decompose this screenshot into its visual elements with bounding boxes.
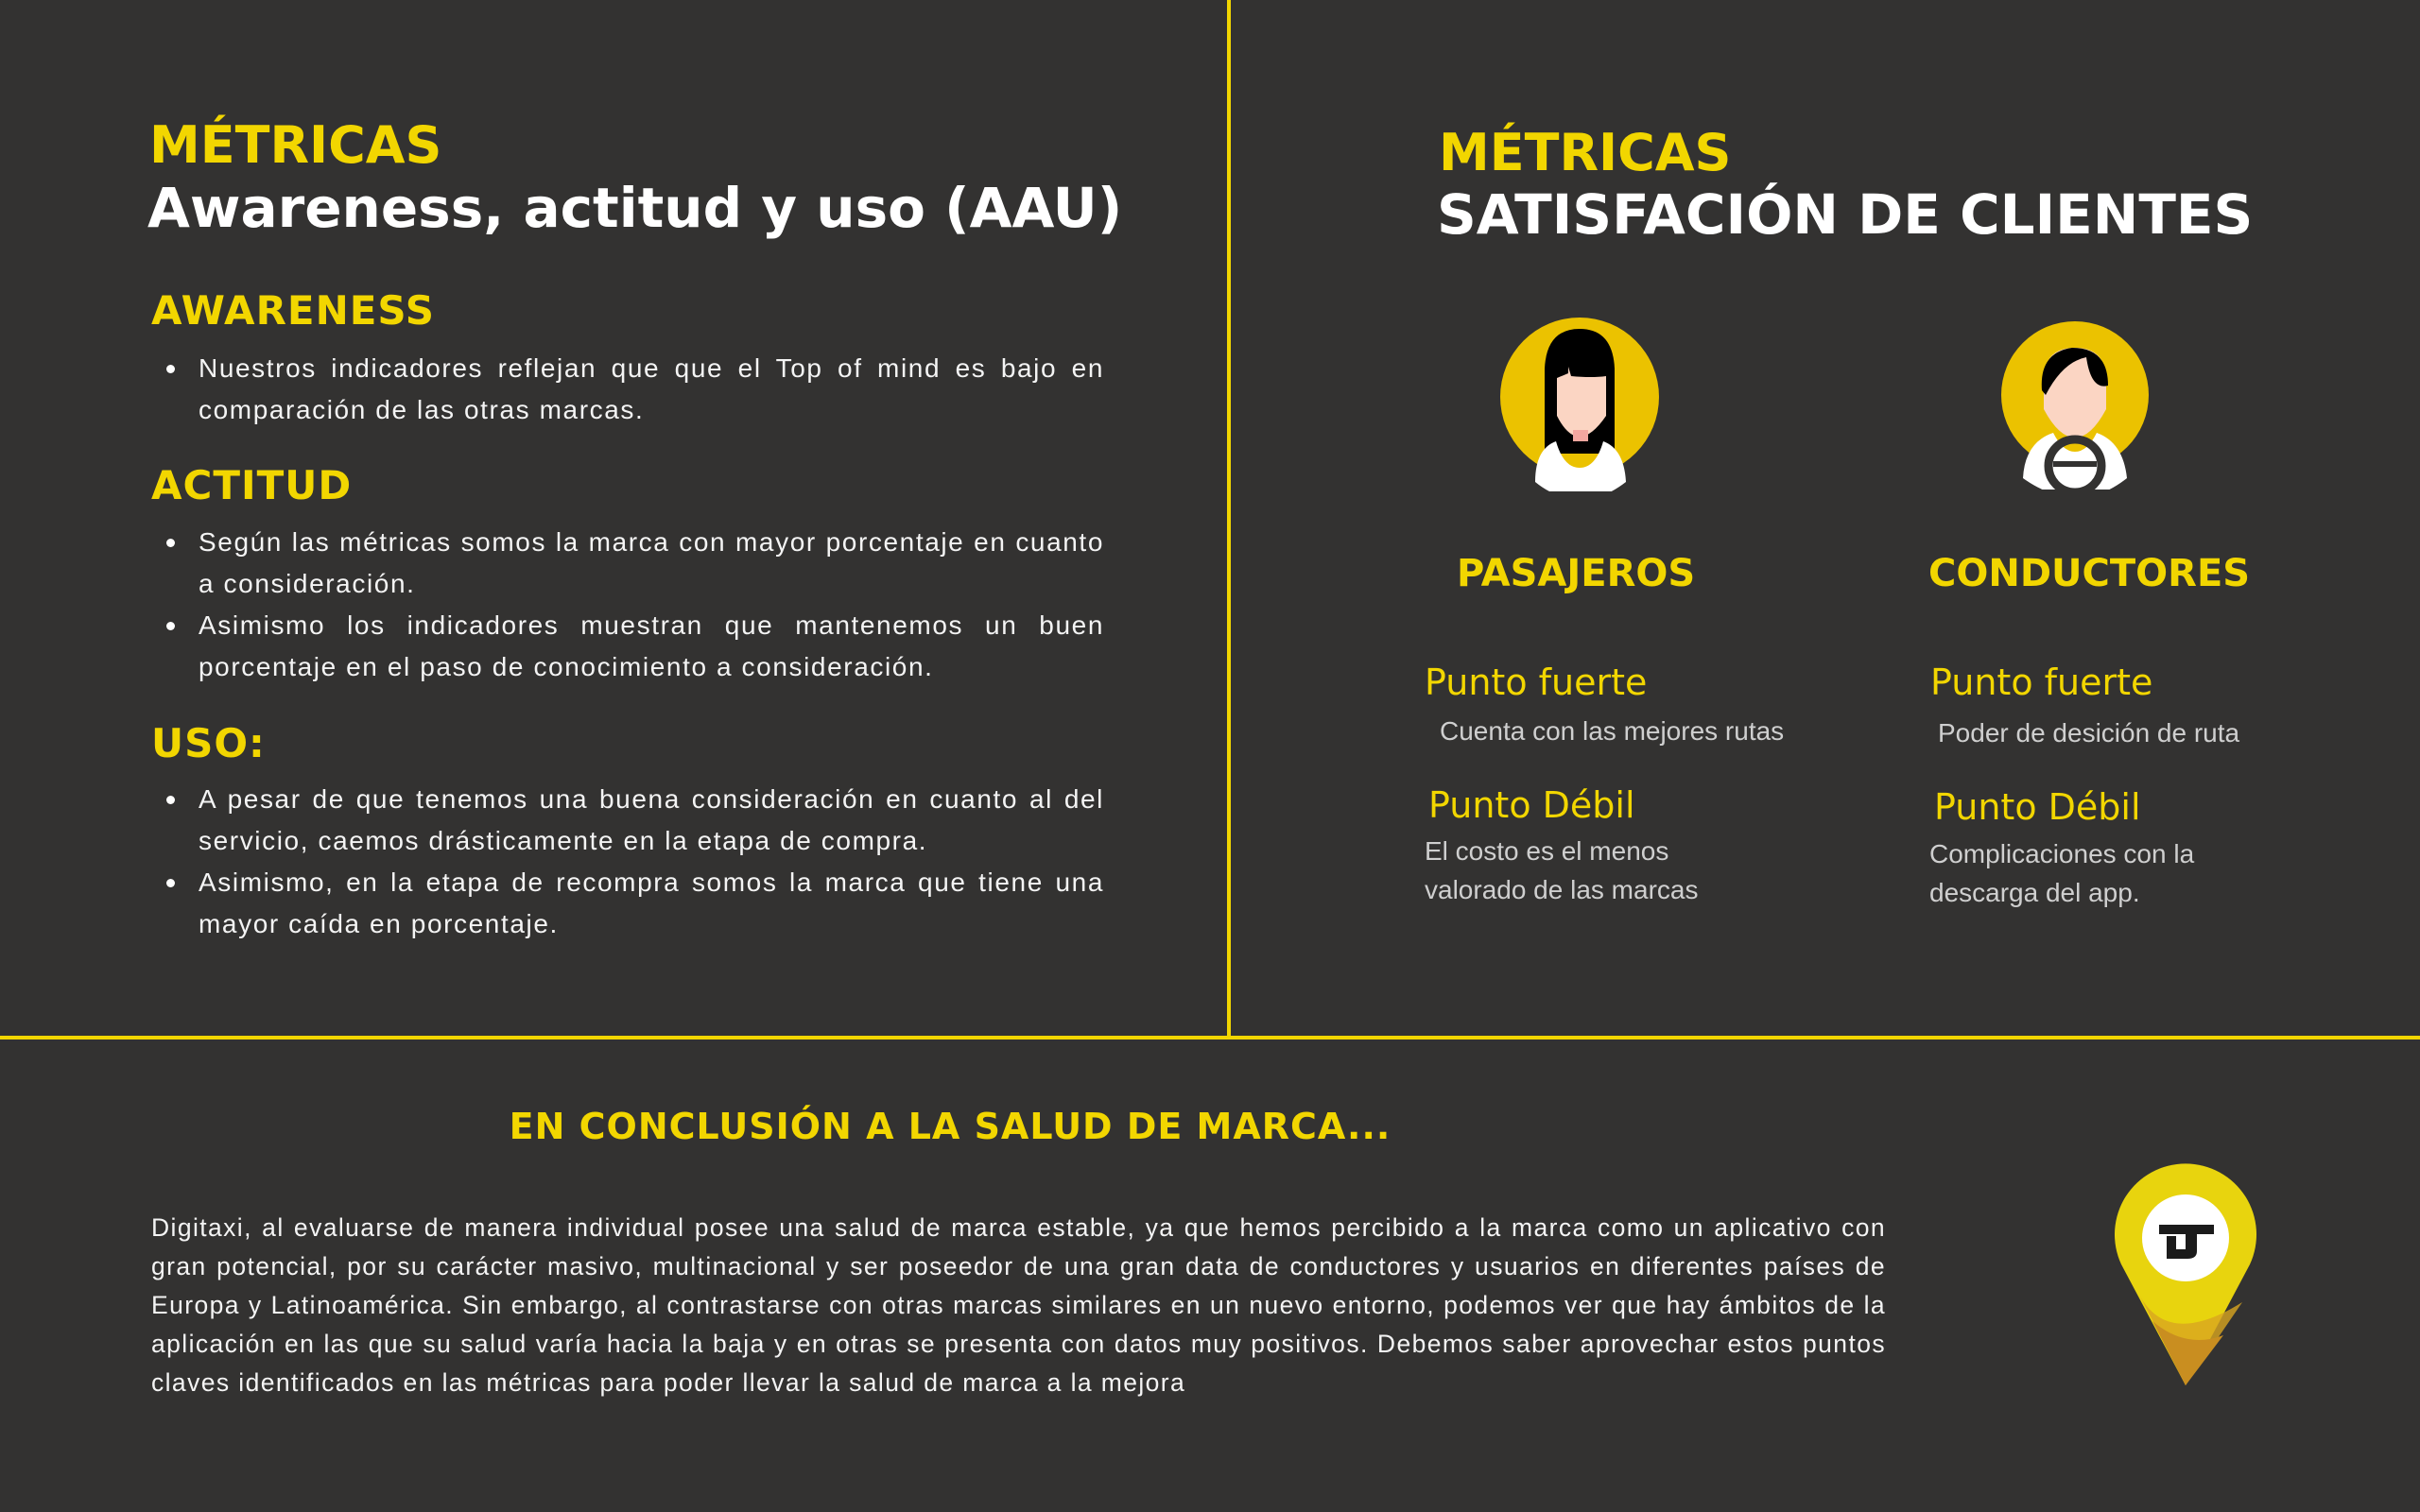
- passengers-weak-label: Punto Débil: [1428, 784, 1635, 826]
- awareness-heading: AWARENESS: [151, 287, 436, 334]
- digitaxi-logo-pin-icon: [2110, 1160, 2261, 1389]
- actitud-list: [151, 522, 1104, 688]
- list-item: Según las métricas somos la marca con mayor porcentaje en cuanto a consideración.: [151, 522, 1104, 605]
- uso-list: [151, 779, 1104, 945]
- list-item: Asimismo los indicadores muestran que mantenemos un buen porcentaje en el paso de conocimiento a consideración.: [151, 605, 1104, 688]
- horizontal-divider: [0, 1036, 2420, 1040]
- vertical-divider: [1227, 0, 1231, 1038]
- drivers-weak-label: Punto Débil: [1934, 786, 2141, 828]
- list-item: Asimismo, en la etapa de recompra somos la marca que tiene una mayor caída en porcentaje.: [151, 862, 1104, 945]
- passengers-strong-label: Punto fuerte: [1425, 662, 1648, 703]
- passengers-weak-text: El costo es el menos valorado de las marcas: [1425, 836, 1699, 904]
- right-kicker: MÉTRICAS: [1439, 123, 1732, 182]
- drivers-strong-label: Punto fuerte: [1930, 662, 2153, 703]
- right-title: SATISFACIÓN DE CLIENTES: [1437, 182, 2254, 247]
- passengers-heading: PASAJEROS: [1457, 552, 1696, 595]
- list-item: Nuestros indicadores reflejan que que el Top of mind es bajo en comparación de las otras marcas.: [151, 348, 1104, 431]
- actitud-heading: ACTITUD: [151, 462, 353, 508]
- conclusion-heading: EN CONCLUSIÓN A LA SALUD DE MARCA...: [509, 1106, 1392, 1147]
- conclusion-text: Digitaxi, al evaluarse de manera individual posee una salud de marca estable, ya que hemos percibido a la marca como un aplicativo con gran potencial, por su carácter masivo, multinacional y ser poseedor de una gran data de conductores y usuarios en diferentes países de Europa y Latinoamérica. Sin embargo, al contrastarse con otras marcas similares en un nuevo entorno, podemos ver que hay ámbitos de la aplicación en las que su salud varía hacia la baja y en otras se presenta con datos muy positivos. Debemos saber aprovechar estos puntos claves identificados en las métricas para poder llevar la salud de marca a la mejora: [151, 1213, 1886, 1397]
- left-kicker: MÉTRICAS: [149, 115, 442, 175]
- drivers-weak-text: Complicaciones con la descarga del app.: [1929, 839, 2195, 907]
- left-title: Awareness, actitud y uso (AAU): [147, 176, 1123, 240]
- passenger-avatar-icon: [1497, 312, 1663, 491]
- uso-heading: USO:: [151, 720, 266, 766]
- passengers-strong-text: Cuenta con las mejores rutas: [1440, 716, 1785, 746]
- list-item: A pesar de que tenemos una buena consideración en cuanto al del servicio, caemos drásticamente en la etapa de compra.: [151, 779, 1104, 862]
- drivers-heading: CONDUCTORES: [1928, 552, 2251, 595]
- awareness-list: [151, 348, 1104, 431]
- drivers-strong-text: Poder de desición de ruta: [1938, 718, 2240, 747]
- driver-avatar-icon: [1996, 319, 2153, 490]
